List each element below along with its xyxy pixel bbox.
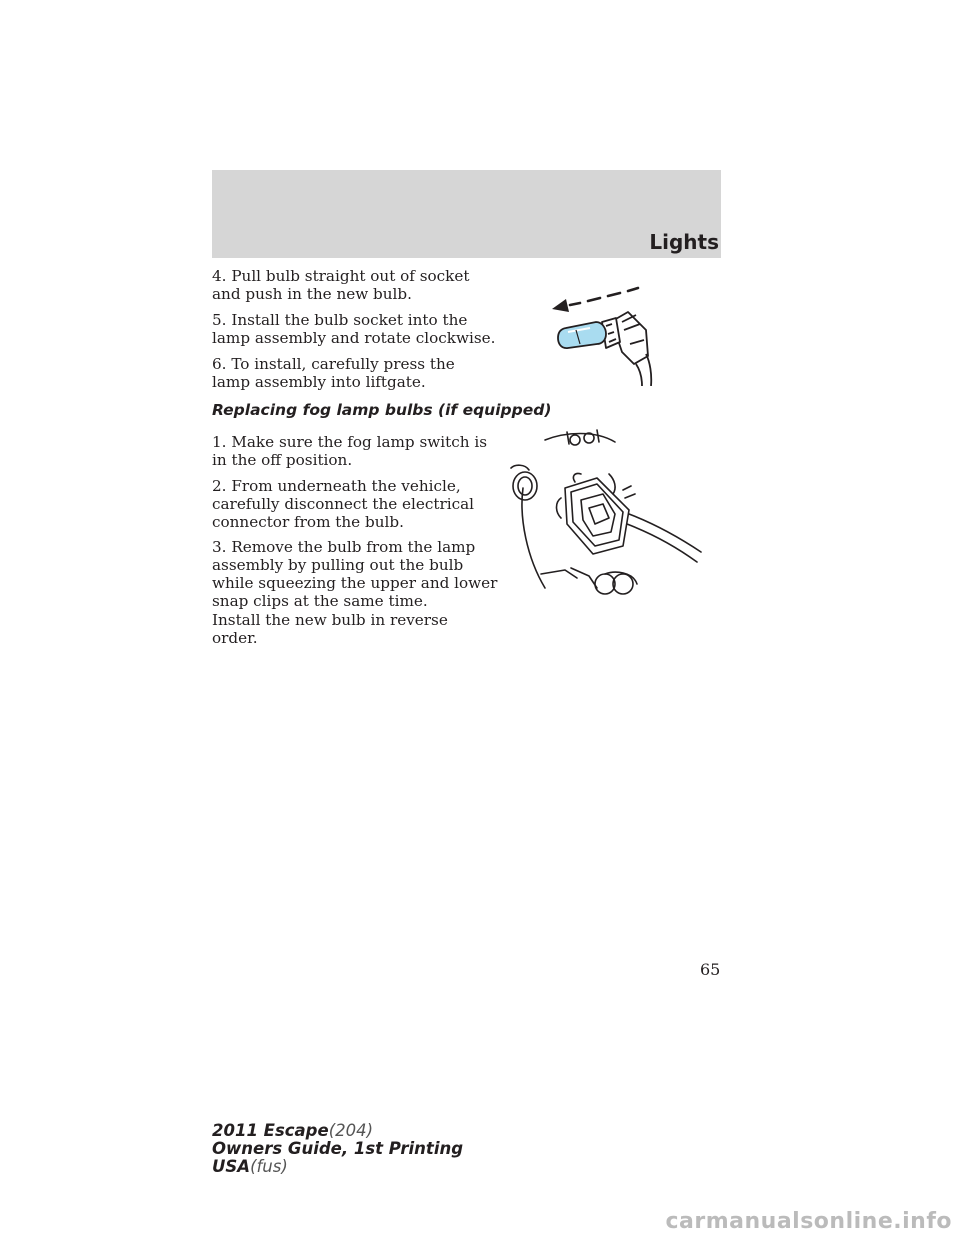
fog-lamp-connector-illustration: [505, 428, 705, 596]
footer-model: 2011 Escape(204): [212, 1121, 374, 1140]
fog-step-3: 3. Remove the bulb from the lamp assembly by pulling out the bulb while squeezing the upper and lower snap clips at the same time.: [212, 538, 498, 610]
footer-guide: Owners Guide, 1st Printing: [212, 1139, 464, 1158]
step-6: 6. To install, carefully press the lamp assembly into liftgate.: [212, 355, 455, 391]
step-5: 5. Install the bulb socket into the lamp assembly and rotate clockwise.: [212, 311, 496, 347]
fog-lamp-heading: Replacing fog lamp bulbs (if equipped): [212, 401, 552, 419]
document-footer: [212, 1122, 463, 1176]
section-header-bar: [212, 170, 721, 258]
bulb-socket-illustration: [550, 282, 660, 386]
footer-market: USA(fus): [212, 1157, 288, 1176]
page-number: 65: [700, 960, 721, 979]
watermark: carmanualsonline.info: [665, 1209, 952, 1234]
fog-step-1: 1. Make sure the fog lamp switch is in the off position.: [212, 433, 487, 469]
section-title: Lights: [649, 230, 719, 254]
step-4: 4. Pull bulb straight out of socket and push in the new bulb.: [212, 267, 470, 303]
fog-step-install: Install the new bulb in reverse order.: [212, 611, 448, 647]
fog-step-2: 2. From underneath the vehicle, carefully disconnect the electrical connector from the bulb.: [212, 477, 475, 531]
arrow-head-icon: [552, 299, 569, 312]
